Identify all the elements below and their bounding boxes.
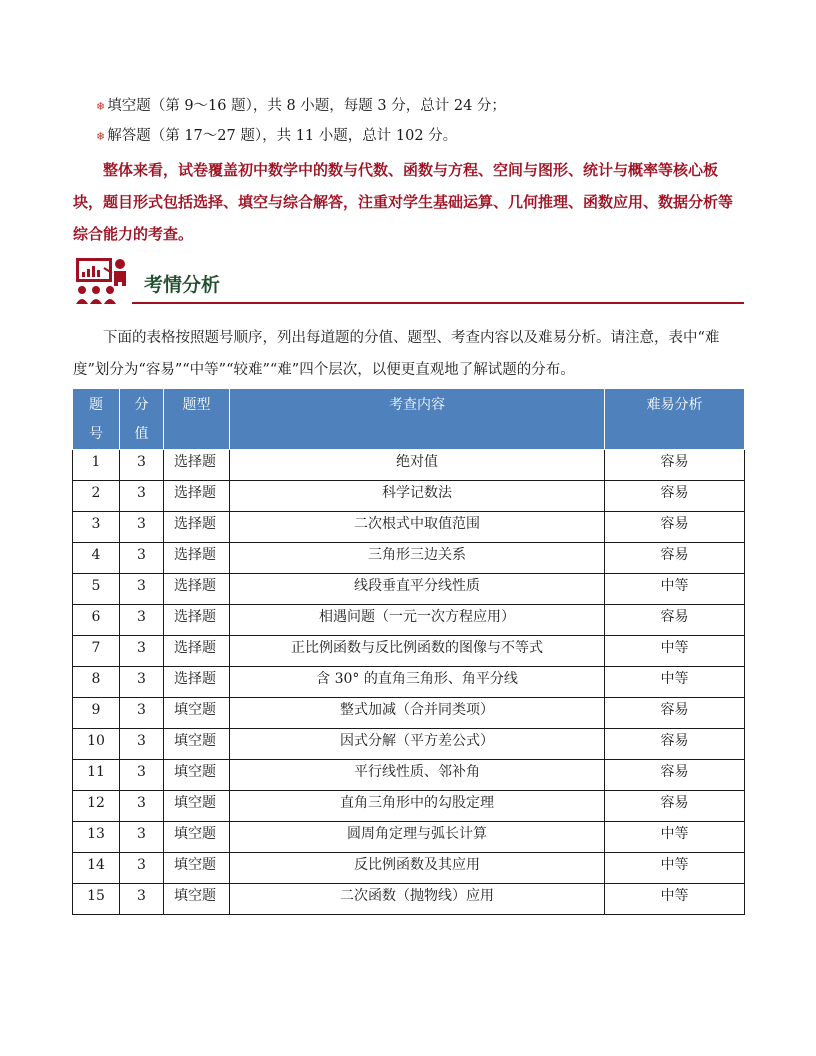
bullet-line-answer (96, 126, 457, 147)
table-row (73, 667, 745, 698)
cell-type: 选择题 (164, 512, 230, 543)
cell-content: 平行线性质、邻补角 (230, 760, 605, 791)
summary-paragraph: 整体来看，试卷覆盖初中数学中的数与代数、函数与方程、空间与图形、统计与概率等核心板块，题目形式包括选择、填空与综合解答，注重对学生基础运算、几何推理、函数应用、数据分析等综合能力的考查。 (73, 161, 734, 243)
cell-score: 3 (120, 605, 164, 636)
cell-question-no: 11 (73, 760, 120, 791)
cell-type: 选择题 (164, 450, 230, 481)
cell-type: 填空题 (164, 884, 230, 915)
cell-score: 3 (120, 791, 164, 822)
cell-content: 反比例函数及其应用 (230, 853, 605, 884)
cell-type: 选择题 (164, 667, 230, 698)
cell-question-no: 15 (73, 884, 120, 915)
cell-question-no: 1 (73, 450, 120, 481)
table-row (73, 636, 745, 667)
bullet-text: 填空题（第 9～16 题），共 8 小题，每题 3 分，总计 24 分； (107, 98, 506, 114)
header-difficulty: 难易分析 (605, 389, 745, 450)
cell-difficulty: 容易 (605, 512, 745, 543)
cell-question-no: 6 (73, 605, 120, 636)
cell-score: 3 (120, 822, 164, 853)
header-type: 题型 (164, 389, 230, 450)
cell-score: 3 (120, 574, 164, 605)
cell-type: 填空题 (164, 698, 230, 729)
cell-content: 三角形三边关系 (230, 543, 605, 574)
table-row (73, 698, 745, 729)
header-question-no: 题号 (73, 389, 120, 450)
cell-question-no: 4 (73, 543, 120, 574)
cell-question-no: 2 (73, 481, 120, 512)
cell-score: 3 (120, 450, 164, 481)
table-row (73, 791, 745, 822)
cell-question-no: 13 (73, 822, 120, 853)
snowflake-icon: ❄ (96, 130, 106, 143)
bullet-text: 解答题（第 17～27 题），共 11 小题，总计 102 分。 (107, 128, 458, 144)
table-row (73, 822, 745, 853)
cell-question-no: 3 (73, 512, 120, 543)
cell-content: 相遇问题（一元一次方程应用） (230, 605, 605, 636)
table-row (73, 512, 745, 543)
section-divider (132, 302, 744, 304)
cell-difficulty: 中等 (605, 636, 745, 667)
cell-difficulty: 容易 (605, 760, 745, 791)
header-content: 考查内容 (230, 389, 605, 450)
table-row (73, 574, 745, 605)
cell-type: 填空题 (164, 760, 230, 791)
cell-score: 3 (120, 667, 164, 698)
cell-difficulty: 容易 (605, 698, 745, 729)
cell-difficulty: 中等 (605, 853, 745, 884)
section-title: 考情分析 (144, 274, 221, 296)
cell-type: 填空题 (164, 729, 230, 760)
cell-question-no: 14 (73, 853, 120, 884)
cell-question-no: 12 (73, 791, 120, 822)
cell-difficulty: 中等 (605, 822, 745, 853)
cell-question-no: 7 (73, 636, 120, 667)
table-row (73, 853, 745, 884)
cell-score: 3 (120, 543, 164, 574)
cell-score: 3 (120, 853, 164, 884)
cell-content: 线段垂直平分线性质 (230, 574, 605, 605)
cell-content: 圆周角定理与弧长计算 (230, 822, 605, 853)
cell-question-no: 8 (73, 667, 120, 698)
cell-score: 3 (120, 512, 164, 543)
cell-type: 选择题 (164, 605, 230, 636)
cell-score: 3 (120, 636, 164, 667)
cell-difficulty: 容易 (605, 791, 745, 822)
cell-type: 选择题 (164, 574, 230, 605)
table-row (73, 729, 745, 760)
cell-question-no: 5 (73, 574, 120, 605)
cell-content: 整式加减（合并同类项） (230, 698, 605, 729)
cell-difficulty: 容易 (605, 605, 745, 636)
cell-difficulty: 中等 (605, 884, 745, 915)
cell-type: 选择题 (164, 636, 230, 667)
cell-content: 绝对值 (230, 450, 605, 481)
cell-type: 填空题 (164, 822, 230, 853)
snowflake-icon: ❄ (96, 100, 106, 113)
bullet-line-fill (96, 96, 506, 117)
cell-score: 3 (120, 481, 164, 512)
table-body (73, 450, 745, 915)
cell-score: 3 (120, 760, 164, 791)
cell-difficulty: 中等 (605, 667, 745, 698)
section-header (74, 256, 744, 308)
cell-score: 3 (120, 884, 164, 915)
cell-score: 3 (120, 729, 164, 760)
cell-content: 科学记数法 (230, 481, 605, 512)
cell-score: 3 (120, 698, 164, 729)
cell-difficulty: 中等 (605, 574, 745, 605)
cell-content: 因式分解（平方差公式） (230, 729, 605, 760)
cell-content: 二次函数（抛物线）应用 (230, 884, 605, 915)
presentation-teacher-icon (74, 256, 130, 306)
table-row (73, 760, 745, 791)
exam-analysis-table (72, 388, 745, 915)
table-row (73, 450, 745, 481)
intro-paragraph: 下面的表格按照题号顺序，列出每道题的分值、题型、考查内容以及难易分析。请注意，表中“难度”划分为“容易”“中等”“较难”“难”四个层次，以便更直观地了解试题的分布。 (73, 330, 720, 378)
cell-content: 直角三角形中的勾股定理 (230, 791, 605, 822)
cell-content: 正比例函数与反比例函数的图像与不等式 (230, 636, 605, 667)
cell-type: 选择题 (164, 543, 230, 574)
table-header-row (73, 389, 745, 450)
cell-type: 填空题 (164, 853, 230, 884)
cell-difficulty: 容易 (605, 543, 745, 574)
table-row (73, 605, 745, 636)
cell-type: 选择题 (164, 481, 230, 512)
cell-question-no: 10 (73, 729, 120, 760)
cell-difficulty: 容易 (605, 450, 745, 481)
cell-difficulty: 容易 (605, 481, 745, 512)
cell-difficulty: 容易 (605, 729, 745, 760)
table-row (73, 481, 745, 512)
table-row (73, 543, 745, 574)
header-score: 分值 (120, 389, 164, 450)
cell-content: 二次根式中取值范围 (230, 512, 605, 543)
cell-type: 填空题 (164, 791, 230, 822)
table-row (73, 884, 745, 915)
cell-content: 含 30° 的直角三角形、角平分线 (230, 667, 605, 698)
cell-question-no: 9 (73, 698, 120, 729)
